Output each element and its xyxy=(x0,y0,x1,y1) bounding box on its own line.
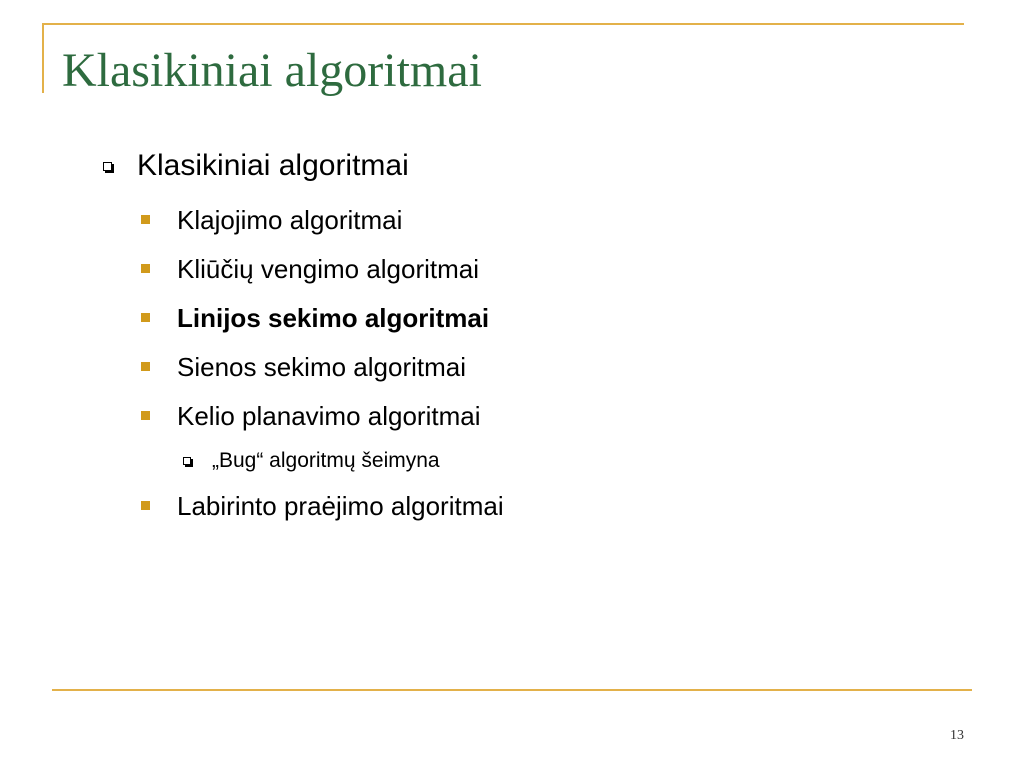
bullet-item-1 xyxy=(137,148,409,184)
bullet-text: „Bug“ algoritmų šeimyna xyxy=(212,449,440,472)
bullet-text: Sienos sekimo algoritmai xyxy=(177,352,467,382)
bullet-text: Klasikiniai algoritmai xyxy=(137,149,409,182)
filled-square-icon xyxy=(141,313,150,322)
bullet-item-3 xyxy=(177,253,479,285)
bullet-text: Labirinto praėjimo algoritmai xyxy=(177,491,504,521)
hollow-square-icon xyxy=(183,457,191,465)
bullet-item-8 xyxy=(177,490,504,522)
filled-square-icon xyxy=(141,264,150,273)
bullet-text: Kelio planavimo algoritmai xyxy=(177,401,481,431)
filled-square-icon xyxy=(141,362,150,371)
hollow-square-icon xyxy=(103,162,112,171)
bullet-item-4 xyxy=(177,302,489,334)
bottom-rule xyxy=(52,689,972,691)
filled-square-icon xyxy=(141,215,150,224)
filled-square-icon xyxy=(141,411,150,420)
slide-number: 13 xyxy=(950,728,964,743)
bullet-item-2 xyxy=(177,204,402,236)
filled-square-icon xyxy=(141,501,150,510)
bullet-item-6 xyxy=(177,400,480,432)
bullet-text: Klajojimo algoritmai xyxy=(177,205,403,235)
bullet-text: Kliūčių vengimo algoritmai xyxy=(177,254,480,284)
bullet-item-7 xyxy=(212,448,440,474)
top-frame-rule xyxy=(42,23,964,25)
bullet-text: Linijos sekimo algoritmai xyxy=(177,303,490,333)
slide-title: Klasikiniai algoritmai xyxy=(62,44,482,97)
bullet-item-5 xyxy=(177,351,466,383)
left-frame-rule xyxy=(42,23,44,93)
